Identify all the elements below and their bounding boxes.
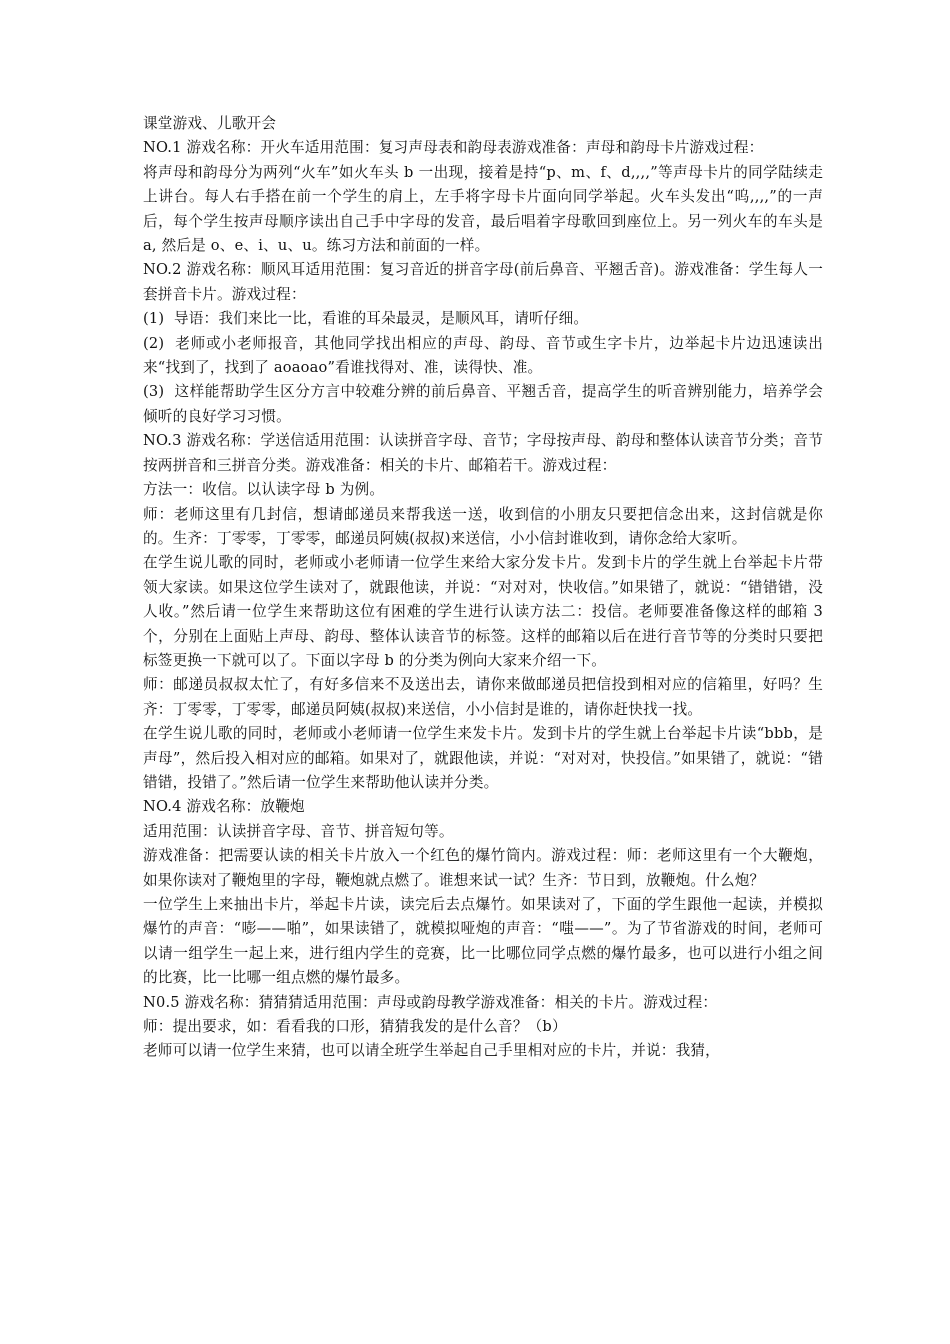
paragraph-game-1-header: NO.1 游戏名称：开火车适用范围：复习声母表和韵母表游戏准备：声母和韵母卡片游戏过程：	[143, 139, 764, 157]
paragraph-game-3-process-2: 在学生说儿歌的同时，老师或小老师请一位学生来发卡片。发到卡片的学生就上台举起卡片读“bbb，是声母”，然后投入相对应的邮箱。如果对了，就跟他读，并说：“对对对，快投信。”如果错了，就说：“错错错，投错了。”然后请一位学生来帮助他认读并分类。	[143, 725, 823, 791]
paragraph-game-3-method-1: 方法一：收信。以认读字母 b 为例。	[143, 481, 385, 499]
paragraph-game-3-teacher-2: 师：邮递员叔叔太忙了，有好多信来不及送出去，请你来做邮递员把信投到相对应的信箱里，好吗？生齐：丁零零，丁零零，邮递员阿姨(叔叔)来送信，小小信封是谁的，请你赶快找一找。	[143, 676, 823, 718]
paragraph-game-5-process: 老师可以请一位学生来猜，也可以请全班学生举起自己手里相对应的卡片，并说：我猜，	[143, 1042, 720, 1060]
paragraph-game-3-header: NO.3 游戏名称：学送信适用范围：认读拼音字母、音节；字母按声母、韵母和整体认读音节分类；音节按两拼音和三拼音分类。游戏准备：相关的卡片、邮箱若干。游戏过程：	[143, 432, 823, 474]
paragraph-game-5-header: N0.5 游戏名称：猜猜猜适用范围：声母或韵母教学游戏准备：相关的卡片。游戏过程：	[143, 993, 718, 1011]
paragraph-game-4-scope: 适用范围：认读拼音字母、音节、拼音短句等。	[143, 822, 454, 840]
paragraph-game-4-header: NO.4 游戏名称：放鞭炮	[143, 798, 305, 816]
paragraph-game-2-header: NO.2 游戏名称：顺风耳适用范围：复习音近的拼音字母(前后鼻音、平翘舌音)。游戏准备：学生每人一套拼音卡片。游戏过程：	[143, 261, 823, 303]
document-title: 课堂游戏、儿歌开会	[143, 115, 277, 132]
paragraph-game-2-step-2: (2) 老师或小老师报音，其他同学找出相应的声母、韵母、音节或生字卡片，边举起卡片边迅速读出来“找到了，找到了 aoaoao”看谁找得对、准，读得快、准。	[143, 334, 823, 377]
paragraph-game-4-prep: 游戏准备：把需要认读的相关卡片放入一个红色的爆竹筒内。游戏过程：师：老师这里有一个大鞭炮，如果你读对了鞭炮里的字母，鞭炮就点燃了。谁想来试一试？生齐：节日到，放鞭炮。什么炮？	[143, 847, 823, 889]
document-body	[143, 112, 823, 1064]
paragraph-game-5-teacher: 师：提出要求，如：看看我的口形，猜猜我发的是什么音？（b）	[143, 1018, 567, 1036]
paragraph-game-1-process: 将声母和韵母分为两列“火车”如火车头 b 一出现，接着是持“p、m、f、d,,,,”等声母卡片的同学陆续走上讲台。每人右手搭在前一个学生的肩上，左手将字母卡片面向同学举起。火车头发出“呜,,,,”的一声后，每个学生按声母顺序读出自己手中字母的发音，最后唱着字母歌回到座位上。另一列火车的车头是 a, 然后是 o、e、i、u、u。练习方法和前面的一样。	[143, 163, 823, 255]
paragraph-game-3-teacher-1: 师：老师这里有几封信，想请邮递员来帮我送一送，收到信的小朋友只要把信念出来，这封信就是你的。生齐：丁零零，丁零零，邮递员阿姨(叔叔)来送信，小小信封谁收到，请你念给大家听。	[143, 505, 823, 547]
paragraph-game-2-step-3: (3) 这样能帮助学生区分方言中较难分辨的前后鼻音、平翘舌音，提高学生的听音辨别能力，培养学会倾听的良好学习习惯。	[143, 383, 823, 425]
paragraph-game-2-step-1: (1) 导语：我们来比一比，看谁的耳朵最灵，是顺风耳，请听仔细。	[143, 310, 589, 328]
paragraph-game-3-process-1: 在学生说儿歌的同时，老师或小老师请一位学生来给大家分发卡片。发到卡片的学生就上台举起卡片带领大家读。如果这位学生读对了，就跟他读，并说：“对对对，快收信。”如果错了，就说：“错错错，没人收。”然后请一位学生来帮助这位有困难的学生进行认读方法二：投信。老师要准备像这样的邮箱 3 个，分别在上面贴上声母、韵母、整体认读音节的标签。这样的邮箱以后在进行音节等的分类时只要把标签更换一下就可以了。下面以字母 b 的分类为例向大家来介绍一下。	[143, 554, 823, 669]
paragraph-game-4-process: 一位学生上来抽出卡片，举起卡片读，读完后去点爆竹。如果读对了，下面的学生跟他一起读，并模拟爆竹的声音：“嘭——啪”，如果读错了，就模拟哑炮的声音：“嗤——”。为了节省游戏的时间，老师可以请一组学生一起上来，进行组内学生的竞赛，比一比哪位同学点燃的爆竹最多，也可以进行小组之间的比赛，比一比哪一组点燃的爆竹最多。	[143, 896, 823, 987]
